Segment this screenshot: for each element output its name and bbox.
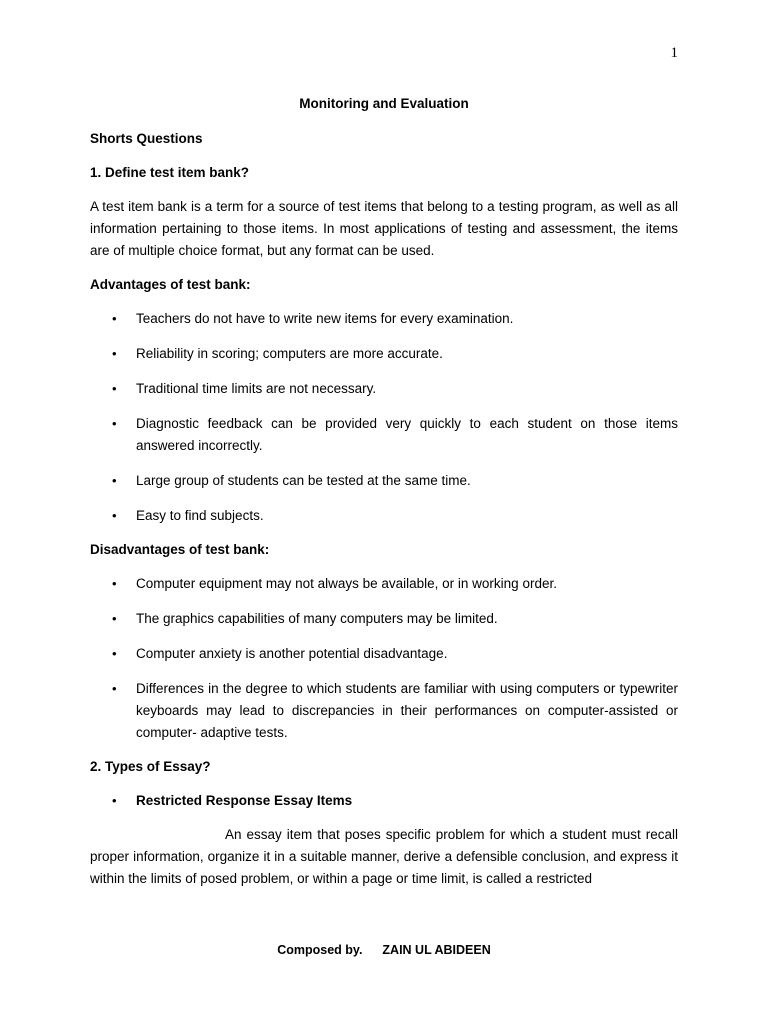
list-item: • Computer equipment may not always be available, or in working order. bbox=[90, 573, 678, 595]
advantages-list bbox=[90, 308, 678, 527]
bullet-icon: • bbox=[112, 611, 117, 626]
bullet-icon: • bbox=[112, 346, 117, 361]
list-item: • Differences in the degree to which students are familiar with using computers or typewriter keyboards may lead to discrepancies in their performances on computer-assisted or computer- adaptive tests. bbox=[90, 678, 678, 744]
list-item bbox=[90, 790, 678, 812]
bullet-icon: • bbox=[112, 416, 117, 431]
question-1-heading: 1. Define test item bank? bbox=[90, 165, 250, 180]
footer-author: ZAIN UL ABIDEEN bbox=[382, 943, 491, 957]
essay-type-description: An essay item that poses specific problem for which a student must recall proper information, organize it in a suitable manner, derive a defensible conclusion, and express it within the limits of posed problem, or within a page or time limit, is called a restricted bbox=[90, 827, 678, 886]
bullet-icon: • bbox=[112, 508, 117, 523]
document-title: Monitoring and Evaluation bbox=[299, 96, 469, 111]
essay-types-list bbox=[90, 790, 678, 812]
bullet-icon: • bbox=[112, 793, 117, 808]
page-number: 1 bbox=[670, 45, 678, 61]
list-item: • Teachers do not have to write new items for every examination. bbox=[90, 308, 678, 330]
footer-label: Composed by. bbox=[277, 943, 363, 957]
bullet-icon: • bbox=[112, 681, 117, 696]
disadvantages-list bbox=[90, 573, 678, 744]
page-footer bbox=[0, 943, 768, 957]
document-body bbox=[90, 93, 678, 890]
bullet-icon: • bbox=[112, 381, 117, 396]
question-2-heading: 2. Types of Essay? bbox=[90, 759, 211, 774]
bullet-icon: • bbox=[112, 646, 117, 661]
disadvantages-heading: Disadvantages of test bank: bbox=[90, 542, 270, 557]
essay-type-heading: Restricted Response Essay Items bbox=[136, 793, 353, 808]
list-item: • Reliability in scoring; computers are more accurate. bbox=[90, 343, 678, 365]
bullet-icon: • bbox=[112, 311, 117, 326]
section-heading: Shorts Questions bbox=[90, 131, 203, 146]
list-item: • Traditional time limits are not necessary. bbox=[90, 378, 678, 400]
list-item: • Large group of students can be tested at the same time. bbox=[90, 470, 678, 492]
list-item: • Computer anxiety is another potential disadvantage. bbox=[90, 643, 678, 665]
list-item: • Diagnostic feedback can be provided very quickly to each student on those items answered incorrectly. bbox=[90, 413, 678, 457]
list-item: • Easy to find subjects. bbox=[90, 505, 678, 527]
advantages-heading: Advantages of test bank: bbox=[90, 277, 251, 292]
question-1-answer: A test item bank is a term for a source of test items that belong to a testing program, as well as all information pertaining to those items. In most applications of testing and assessment, the items are of multiple choice format, but any format can be used. bbox=[90, 199, 678, 258]
bullet-icon: • bbox=[112, 576, 117, 591]
list-item: • The graphics capabilities of many computers may be limited. bbox=[90, 608, 678, 630]
bullet-icon: • bbox=[112, 473, 117, 488]
